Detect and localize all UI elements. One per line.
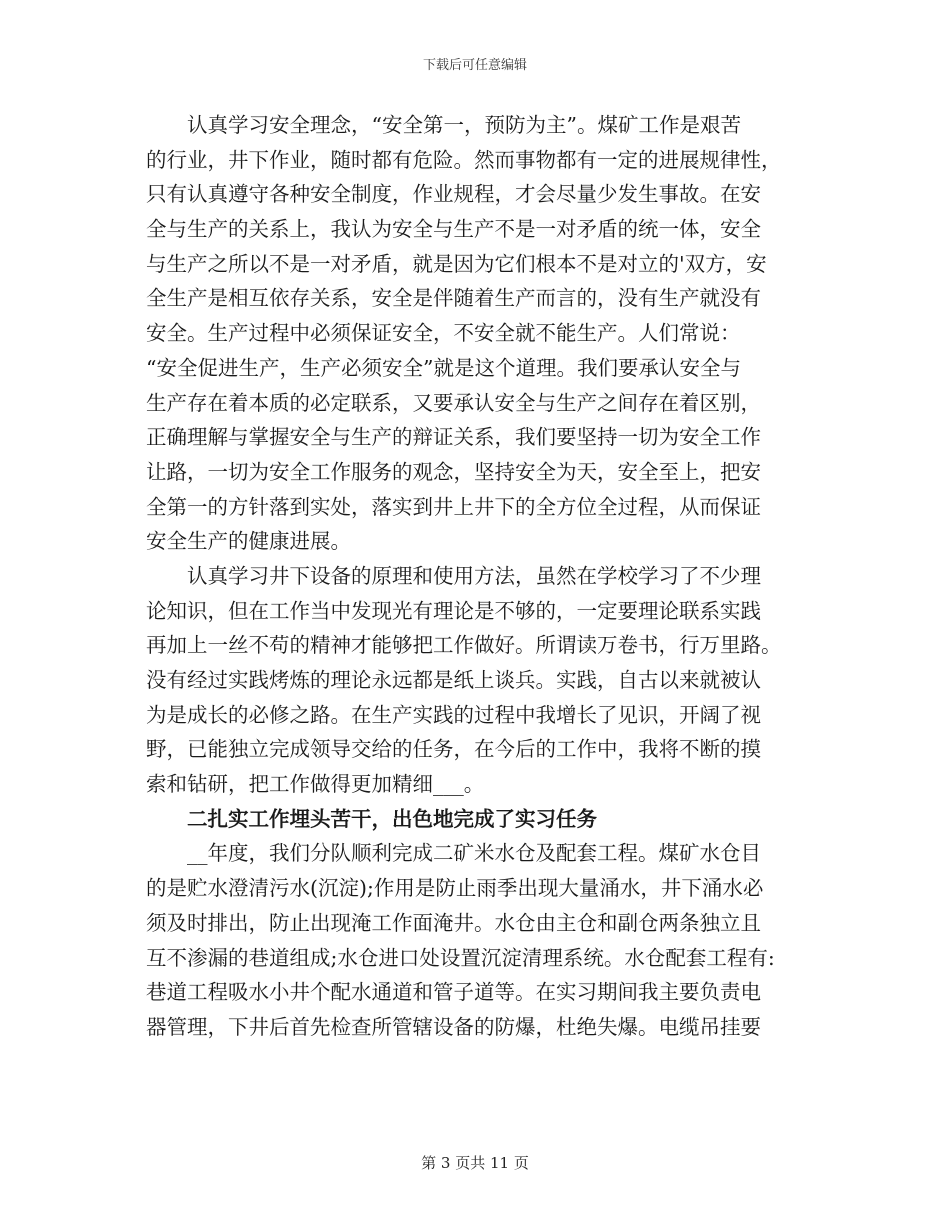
- text-line: 器管理，下井后首先检查所管辖设备的防爆，杜绝失爆。电缆吊挂要: [146, 1014, 761, 1039]
- text-line: 再加上一丝不苟的精神才能够把工作做好。所谓读万卷书，行万里路。: [146, 633, 782, 658]
- document-body: [146, 108, 802, 1045]
- text-line: 全与生产的关系上，我认为安全与生产不是一对矛盾的统一体，安全: [146, 217, 761, 242]
- text-line: 安全。生产过程中必须保证安全，不安全就不能生产。人们常说：: [146, 321, 741, 346]
- text-line: 安全生产的健康进展。: [146, 529, 351, 554]
- text-line: 的是贮水澄清污水(沉淀);作用是防止雨季出现大量涌水，井下涌水必: [146, 876, 764, 901]
- text-line: 让路，一切为安全工作服务的观念，坚持安全为天，安全至上，把安: [146, 459, 761, 484]
- text-line: 须及时排出，防止出现淹工作面淹井。水仓由主仓和副仓两条独立且: [146, 910, 761, 935]
- text-line: 没有经过实践烤炼的理论永远都是纸上谈兵。实践，自古以来就被认: [146, 668, 761, 692]
- text-line: 全第一的方针落到实处，落实到井上井下的全方位全过程，从而保证: [146, 494, 761, 519]
- text-line: 只有认真遵守各种安全制度，作业规程，才会尽量少发生事故。在安: [146, 182, 761, 207]
- text-line: 认真学习井下设备的原理和使用方法，虽然在学校学习了不少理: [187, 563, 761, 588]
- text-line: 索和钻研，把工作做得更加精细___。: [146, 772, 485, 797]
- section-heading: 二扎实工作埋头苦干，出色地完成了实习任务: [187, 806, 597, 831]
- page-number-footer: 第 3 页共 11 页: [421, 1154, 529, 1172]
- text-line: 论知识，但在工作当中发现光有理论是不够的，一定要理论联系实践: [146, 598, 761, 623]
- text-line: 野，已能独立完成领导交给的任务，在今后的工作中，我将不断的摸: [146, 737, 761, 762]
- text-line: “安全促进生产，生产必须安全”就是这个道理。我们要承认安全与: [146, 355, 741, 380]
- text-line: 巷道工程吸水小井个配水通道和管子道等。在实习期间我主要负责电: [146, 980, 761, 1005]
- text-line: 互不渗漏的巷道组成;水仓进口处设置沉淀清理系统。水仓配套工程有:: [146, 945, 775, 970]
- text-line: 认真学习安全理念，“安全第一，预防为主”。煤矿工作是艰苦: [187, 113, 741, 137]
- text-line: __年度，我们分队顺利完成二矿米水仓及配套工程。煤矿水仓目: [187, 841, 761, 866]
- page-header-note: 下载后可任意编辑: [422, 58, 527, 73]
- text-line: 正确理解与掌握安全与生产的辩证关系，我们要坚持一切为安全工作: [146, 425, 761, 450]
- text-line: 的行业，井下作业，随时都有危险。然而事物都有一定的进展规律性，: [146, 147, 782, 172]
- text-line: 与生产之所以不是一对矛盾，就是因为它们根本不是对立的'双方，安: [146, 251, 767, 276]
- text-line: 全生产是相互依存关系，安全是伴随着生产而言的，没有生产就没有: [146, 286, 761, 311]
- text-line: 为是成长的必修之路。在生产实践的过程中我增长了见识，开阔了视: [146, 702, 761, 727]
- text-line: 生产存在着本质的必定联系，又要承认安全与生产之间存在着区别，: [146, 390, 761, 415]
